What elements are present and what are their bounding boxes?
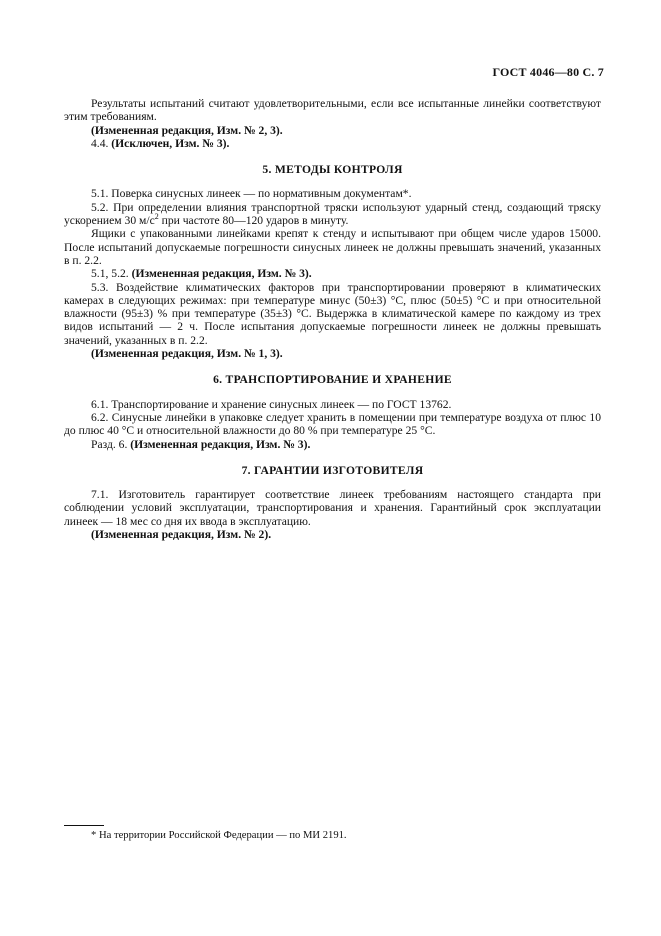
- paragraph-6-2: 6.2. Синусные линейки в упаковке следует хранить в помещении при температуре воздуха от плюс 10 до плюс 40 °С и относительной влажности до 80 % при температуре 25 °С.: [64, 410, 601, 438]
- paragraph-5-2: [64, 201, 601, 228]
- paragraph-5-2-text-b: при частоте 80—120 ударов в минуту.: [158, 214, 349, 228]
- footnote: * На территории Российской Федерации — по МИ 2191.: [91, 830, 347, 841]
- paragraph-boxes: Ящики с упакованными линейками крепят к стенду и испытывают при общем числе ударов 15000. После испытаний допускаемые погрешности синусных линеек не должны превышать значений, указанных в п. 2.2.: [64, 227, 601, 267]
- section-6-title: 6. ТРАНСПОРТИРОВАНИЕ И ХРАНЕНИЕ: [213, 373, 452, 387]
- footnote-divider: [64, 825, 104, 826]
- clause-number: 4.4.: [91, 136, 109, 150]
- page-header: ГОСТ 4046—80 С. 7: [492, 65, 604, 79]
- amendment-note: (Измененная редакция, Изм. № 2).: [91, 528, 272, 542]
- amendment-note: (Измененная редакция, Изм. № 3).: [130, 437, 311, 451]
- document-body: [64, 97, 601, 541]
- amendment-note: (Измененная редакция, Изм. № 1, 3).: [91, 347, 283, 361]
- section-7-title: 7. ГАРАНТИИ ИЗГОТОВИТЕЛЯ: [241, 463, 424, 477]
- clause-number: Разд. 6.: [91, 437, 128, 451]
- paragraph-5-1: 5.1. Поверка синусных линеек — по нормативным документам*.: [91, 187, 412, 201]
- paragraph-7-1: 7.1. Изготовитель гарантирует соответствие линеек требованиям настоящего стандарта при соблюдении условий эксплуатации, транспортирования и хранения. Гарантийный срок эксплуатации линеек — 18 мес со дня их ввода в эксплуатацию.: [64, 488, 601, 528]
- section-5-title: 5. МЕТОДЫ КОНТРОЛЯ: [262, 163, 403, 177]
- amendment-note: (Измененная редакция, Изм. № 2, 3).: [91, 123, 283, 137]
- paragraph-6-1: 6.1. Транспортирование и хранение синусных линеек — по ГОСТ 13762.: [91, 397, 452, 411]
- paragraph-section-6-note: [64, 438, 601, 451]
- amendment-note: (Исключен, Изм. № 3).: [111, 136, 230, 150]
- paragraph-4-4: [64, 137, 601, 150]
- paragraph-results: Результаты испытаний считают удовлетворительными, если все испытанные линейки соответствуют этим требованиям.: [64, 97, 601, 124]
- amendment-note: (Измененная редакция, Изм. № 3).: [131, 267, 312, 281]
- paragraph-5-2-text-a: 5.2. При определении влияния транспортной тряски используют ударный стенд, создающий тряску ускорением 30 м/с: [64, 200, 601, 228]
- paragraph-5-3: 5.3. Воздействие климатических факторов при транспортировании проверяют в климатических камерах в следующих режимах: при температуре минус (50±3) °С, плюс (50±5) °С и при относительной влажности (95±3) % при температуре (35±3) °С. Выдержка в климатической камере по каждому из трех видов испытаний — 2 ч. После испытания допускаемые погрешности линеек не должны превышать значений, указанных в п. 2.2.: [64, 280, 601, 347]
- paragraph-5-1-5-2-note: [64, 267, 601, 280]
- clause-number: 5.1, 5.2.: [91, 267, 129, 281]
- superscript: 2: [154, 212, 159, 222]
